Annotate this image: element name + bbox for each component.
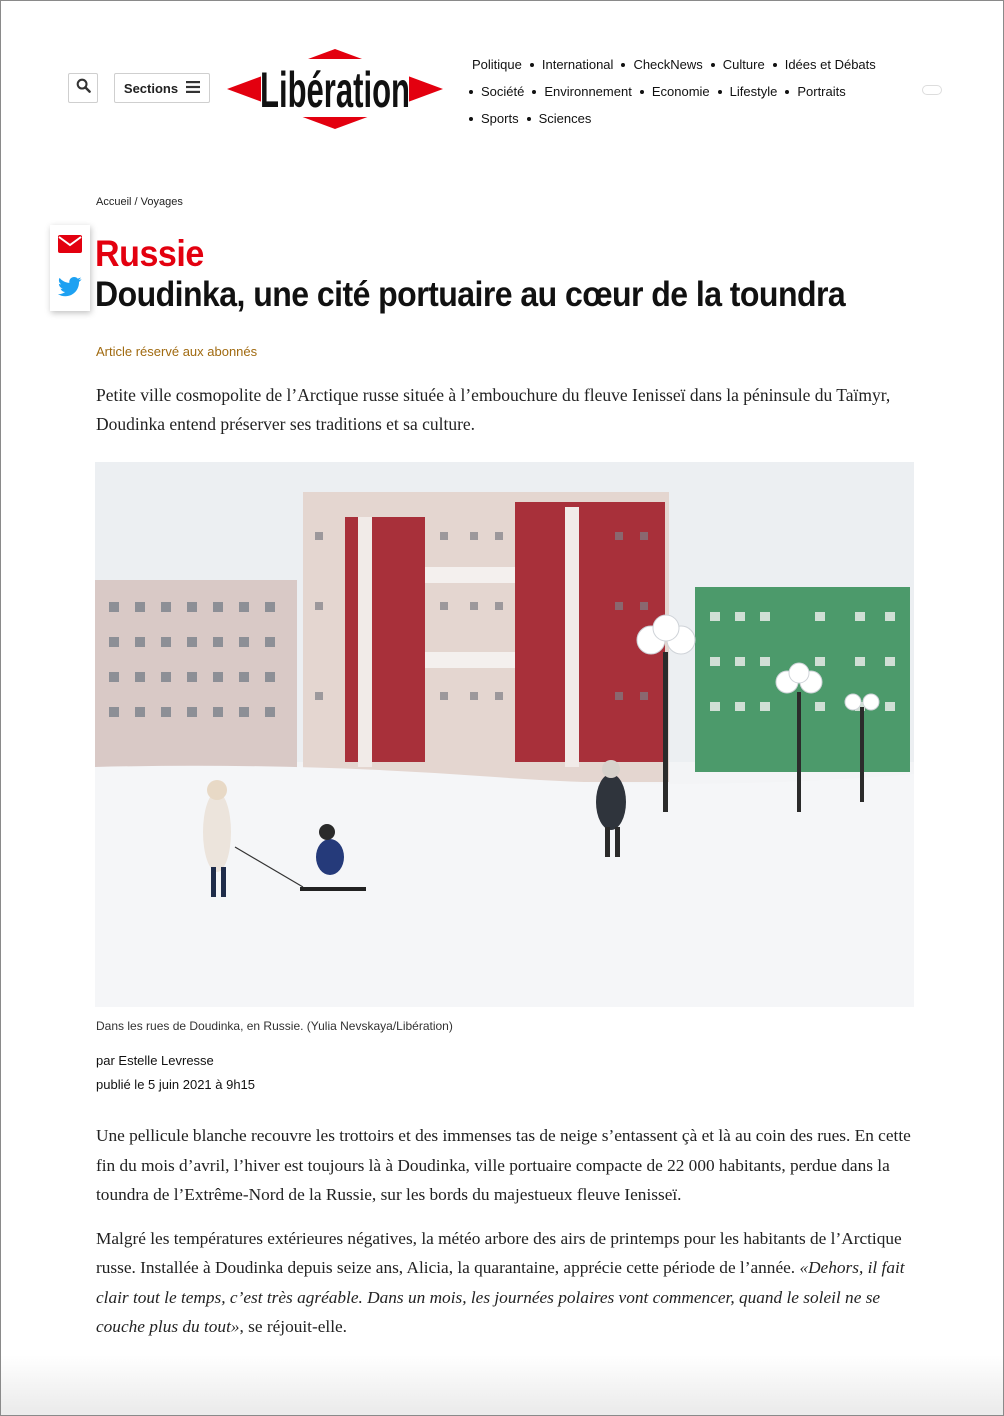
nav-label: Environnement [544, 84, 632, 99]
nav-row-3 [467, 105, 917, 132]
paragraph-2 [96, 1224, 914, 1342]
sections-label: Sections [123, 80, 179, 96]
nav-label: Politique [472, 57, 522, 72]
nav-separator-dot [718, 90, 722, 94]
article-lead: Petite ville cosmopolite de l’Arctique russe située à l’embouchure du fleuve Ienisseï dans la péninsule du Taïmyr, Doudinka entend préserver ses traditions et sa culture. [96, 385, 891, 434]
nav-item-sciences[interactable] [519, 111, 592, 126]
nav-separator-dot [469, 90, 473, 94]
nav-separator-dot [785, 90, 789, 94]
nav-separator-dot [621, 63, 625, 67]
nav-label: Sports [481, 111, 519, 126]
nav-row-1 [467, 51, 917, 78]
breadcrumb-section[interactable]: Voyages [140, 196, 183, 208]
nav-separator-dot [530, 63, 534, 67]
paragraph-2-end: , se réjouit-elle. [239, 1317, 348, 1336]
photo-caption: Dans les rues de Doudinka, en Russie. (Yulia Nevskaya/Libération) [96, 1019, 453, 1033]
nav-row-2 [467, 78, 917, 105]
subscribers-only-badge: Article réservé aux abonnés [96, 344, 258, 359]
nav-item-idees-et-debats[interactable] [765, 57, 876, 72]
logo-wordmark: Libération [260, 62, 410, 118]
twitter-icon[interactable] [58, 277, 82, 302]
main-navigation [467, 51, 917, 132]
nav-item-politique[interactable] [467, 57, 522, 72]
header-toggle[interactable] [922, 85, 942, 95]
nav-label: Economie [651, 84, 710, 99]
liberation-logo[interactable] [225, 47, 445, 131]
share-box [50, 225, 90, 311]
nav-separator-dot [532, 90, 536, 94]
nav-label: International [541, 57, 614, 72]
article-photo [95, 462, 914, 1007]
paragraph-2-text: Malgré les températures extérieures négatives, la météo arbore des airs de printemps pour les habitants de l’Arctique russe. Installée à Doudinka depuis seize ans, Alicia, la quarantaine, apprécie cette période de l’année. [96, 1228, 902, 1277]
nav-item-sports[interactable] [467, 111, 519, 126]
article-kicker[interactable]: Russie [95, 233, 204, 274]
nav-item-economie[interactable] [632, 84, 710, 99]
nav-item-checknews[interactable] [613, 57, 702, 72]
nav-label: Culture [722, 57, 765, 72]
search-icon [76, 78, 91, 98]
nav-label: CheckNews [633, 57, 703, 72]
paragraph-2-quote: «Dehors, il fait clair tout le temps, c’est très agréable. Dans un mois, les journées polaires vont commencer, quand le soleil ne se couche plus du tout» [96, 1258, 905, 1336]
nav-separator-dot [773, 63, 777, 67]
bottom-fade [1, 1355, 1004, 1415]
nav-separator-dot [527, 117, 531, 121]
nav-label: Lifestyle [729, 84, 778, 99]
hamburger-icon [186, 81, 200, 96]
breadcrumb [96, 196, 183, 208]
nav-item-international[interactable] [522, 57, 614, 72]
search-button[interactable] [68, 73, 98, 103]
nav-label: Portraits [797, 84, 846, 99]
nav-separator-dot [469, 117, 473, 121]
breadcrumb-separator: / [131, 196, 141, 208]
nav-label: Sciences [538, 111, 592, 126]
author-byline[interactable]: par Estelle Levresse [96, 1053, 214, 1068]
nav-item-lifestyle[interactable] [710, 84, 778, 99]
nav-item-environnement[interactable] [524, 84, 631, 99]
nav-separator-dot [711, 63, 715, 67]
page-title: Doudinka, une cité portuaire au cœur de la toundra [95, 275, 846, 314]
nav-separator-dot [640, 90, 644, 94]
paragraph-1: Une pellicule blanche recouvre les trottoirs et des immenses tas de neige s’entassent çà et là au coin des rues. En cette fin du mois d’avril, l’hiver est toujours là à Doudinka, ville portuaire compacte de 22 000 habitants, perdue dans la toundra de l’Extrême-Nord de la Russie, sur les bords du majestueux fleuve Ienisseï. [96, 1126, 911, 1204]
nav-item-portraits[interactable] [777, 84, 845, 99]
nav-label: Société [481, 84, 525, 99]
nav-item-societe[interactable] [467, 84, 524, 99]
article-body [96, 1121, 914, 1356]
sections-menu-button[interactable] [114, 73, 210, 103]
nav-label: Idées et Débats [784, 57, 876, 72]
envelope-icon[interactable] [58, 235, 82, 258]
breadcrumb-home[interactable]: Accueil [96, 196, 132, 208]
publish-date: publié le 5 juin 2021 à 9h15 [96, 1077, 256, 1092]
nav-item-culture[interactable] [703, 57, 765, 72]
